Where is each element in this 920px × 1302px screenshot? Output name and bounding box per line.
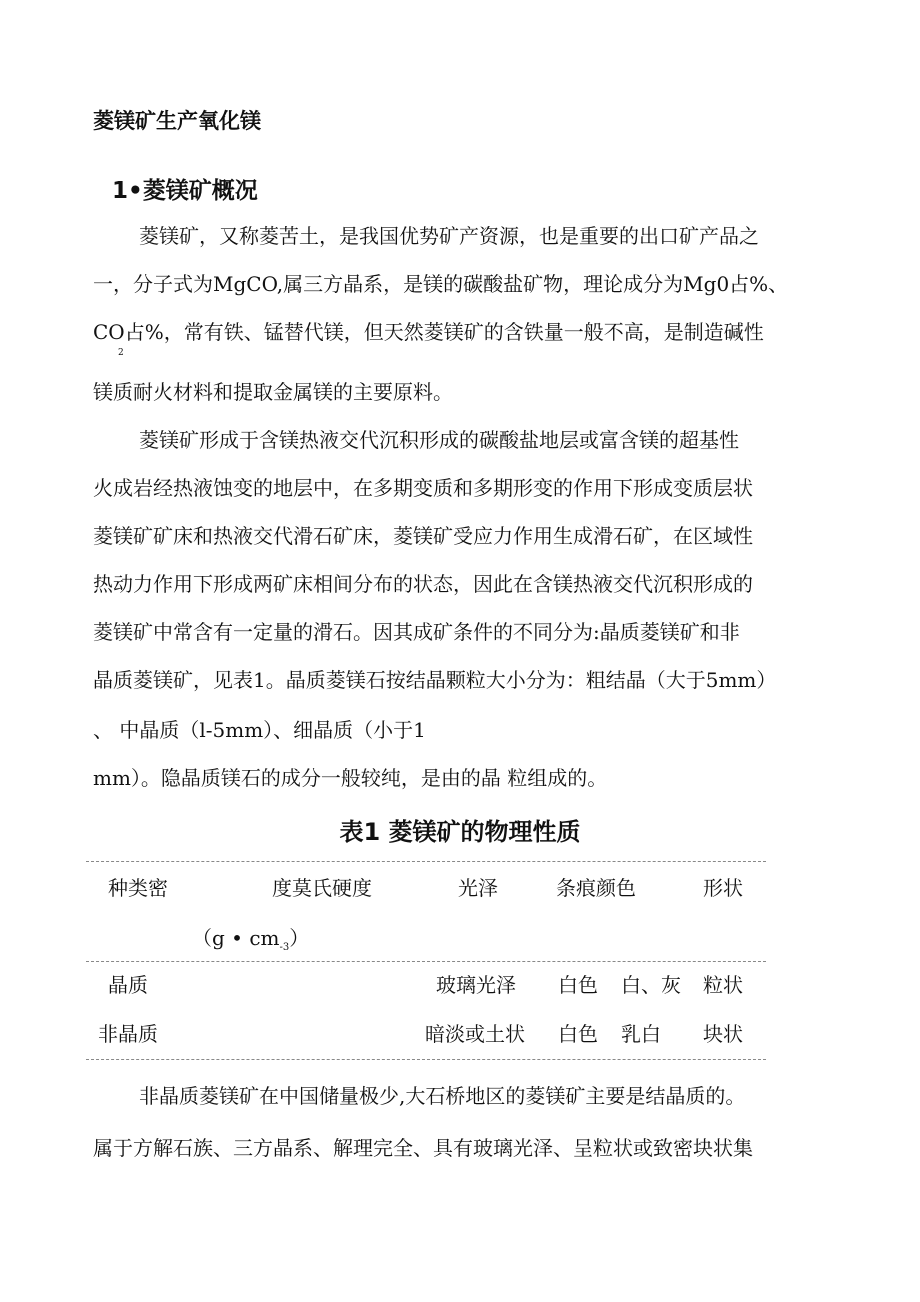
- table-header-type-density: 种类密: [108, 876, 168, 900]
- table-row-2-luster: 暗淡或土状: [425, 1022, 525, 1046]
- paragraph-3-line-2: 属于方解石族、三方晶系、解理完全、具有玻璃光泽、呈粒状或致密块状集: [93, 1136, 753, 1160]
- table-row-1-type: 晶质: [108, 973, 148, 997]
- table-row-2-type: 非晶质: [98, 1022, 158, 1046]
- document-title: 菱镁矿生产氧化镁: [93, 109, 261, 133]
- table-header-rule: [86, 961, 766, 962]
- unit-prefix: （g • cm: [192, 926, 280, 950]
- paragraph-2-line-8: mm）。隐晶质镁石的成分一般较纯，是由的晶 粒组成的。: [93, 766, 608, 790]
- paragraph-2-line-4: 热动力作用下形成两矿床相间分布的状态，因此在含镁热液交代沉积形成的: [93, 572, 753, 596]
- paragraph-2-line-1: 菱镁矿形成于含镁热液交代沉积形成的碳酸盐地层或富含镁的超基性: [139, 428, 739, 452]
- section-heading: [112, 172, 258, 205]
- paragraph-2-line-6: 晶质菱镁矿，见表1。晶质菱镁石按结晶颗粒大小分为：粗结晶（大于5mm）: [93, 668, 777, 692]
- paragraph-1-line-4: 镁质耐火材料和提取金属镁的主要原料。: [93, 380, 453, 404]
- table-row-2-streak: 乳白: [621, 1022, 661, 1046]
- table-caption: 表1 菱镁矿的物理性质: [339, 818, 581, 846]
- table-header-streak-color: 条痕颜色: [556, 876, 636, 900]
- table-bottom-rule: [86, 1059, 766, 1060]
- paragraph-2-line-5: 菱镁矿中常含有一定量的滑石。因其成矿条件的不同分为:晶质菱镁矿和非: [93, 620, 740, 644]
- section-number: 1•: [112, 178, 143, 204]
- paragraph-1-line-2: 一，分子式为MgCO,属三方晶系，是镁的碳酸盐矿物，理论成分为Mg0占%、: [93, 272, 789, 296]
- table-row-1-luster: 玻璃光泽: [436, 973, 516, 997]
- table-row-2-color: 白色: [558, 1022, 598, 1046]
- paragraph-1-line-3: CO占%，常有铁、锰替代镁，但天然菱镁矿的含铁量一般不高，是制造碱性: [93, 320, 764, 344]
- paragraph-1-line-1: 菱镁矿，又称菱苦土，是我国优势矿产资源，也是重要的出口矿产品之: [139, 224, 759, 248]
- table-row-1-streak: 白、灰: [621, 973, 681, 997]
- paragraph-3-line-1: 非晶质菱镁矿在中国储量极少,大石桥地区的菱镁矿主要是结晶质的。: [139, 1084, 746, 1108]
- table-header-luster: 光泽: [458, 876, 498, 900]
- table-density-unit: [192, 926, 309, 960]
- table-top-rule: [86, 861, 766, 862]
- table-row-1-color: 白色: [558, 973, 598, 997]
- section-title: 菱镁矿概况: [142, 178, 258, 204]
- unit-superscript: -3: [279, 942, 290, 953]
- paragraph-2-line-7: 、 中晶质（l-5mm）、细晶质（小于1: [93, 718, 426, 742]
- table-row-1-shape: 粒状: [703, 973, 743, 997]
- subscript-2: 2: [118, 348, 124, 358]
- paragraph-2-line-3: 菱镁矿矿床和热液交代滑石矿床，菱镁矿受应力作用生成滑石矿，在区域性: [93, 524, 753, 548]
- paragraph-2-line-2: 火成岩经热液蚀变的地层中，在多期变质和多期形变的作用下形成变质层状: [93, 476, 753, 500]
- table-row-2-shape: 块状: [703, 1022, 743, 1046]
- table-header-hardness: 度莫氏硬度: [272, 876, 372, 900]
- unit-suffix: ）: [289, 926, 310, 950]
- table-header-shape: 形状: [703, 876, 743, 900]
